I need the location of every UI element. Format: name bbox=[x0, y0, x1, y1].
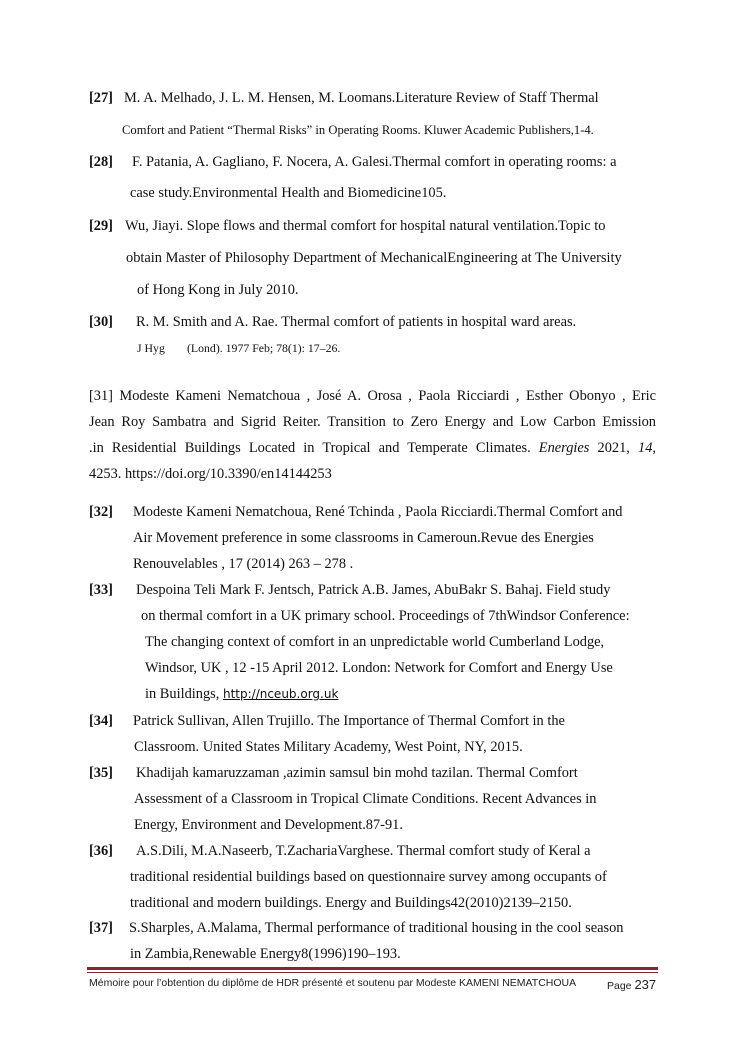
ref-29-line-2: obtain Master of Philosophy Department of MechanicalEngineering at The University bbox=[126, 250, 622, 266]
ref-34-line-2: Classroom. United States Military Academy, West Point, NY, 2015. bbox=[134, 739, 523, 755]
ref-33-line-2: on thermal comfort in a UK primary school. Proceedings of 7thWindsor Conference: bbox=[141, 608, 630, 624]
ref-31-journal: Energies bbox=[538, 440, 590, 456]
ref-31-line-3-text: .in Residential Buildings Located in Tropical and Temperate Climates. bbox=[89, 440, 539, 456]
ref-33-number: [33] bbox=[89, 582, 113, 598]
ref-33-line-4: Windsor, UK , 12 -15 April 2012. London: Network for Comfort and Energy Use bbox=[145, 660, 613, 676]
page-footer bbox=[89, 977, 657, 992]
ref-31-comma: , bbox=[652, 440, 656, 456]
page-label: Page bbox=[607, 980, 632, 992]
ref-36-line-2: traditional residential buildings based on questionnaire survey among occupants of bbox=[130, 869, 607, 885]
ref-37-line-1: S.Sharples, A.Malama, Thermal performance of traditional housing in the cool season bbox=[129, 920, 624, 936]
ref-32-line-3: Renouvelables , 17 (2014) 263 – 278 . bbox=[133, 556, 354, 572]
ref-33-url-link[interactable]: http://nceub.org.uk bbox=[222, 687, 339, 701]
ref-33-line-3: The changing context of comfort in an unpredictable world Cumberland Lodge, bbox=[145, 634, 605, 650]
ref-31-line-3 bbox=[89, 439, 656, 457]
ref-31-volume: 14 bbox=[638, 440, 653, 456]
ref-28-line-2: case study.Environmental Health and Biomedicine105. bbox=[130, 185, 447, 201]
ref-33-line-5-text: in Buildings, bbox=[145, 686, 223, 702]
ref-36-line-1: A.S.Dili, M.A.Naseerb, T.ZachariaVarghese. Thermal comfort study of Keral a bbox=[136, 843, 591, 859]
ref-33-line-1: Despoina Teli Mark F. Jentsch, Patrick A.B. James, AbuBakr S. Bahaj. Field study bbox=[136, 582, 611, 598]
footer-text: Mémoire pour l’obtention du diplôme de HDR présenté et soutenu par Modeste KAMENI NEMATCHOUA bbox=[89, 977, 577, 989]
ref-30-number: [30] bbox=[89, 314, 113, 330]
ref-36-number: [36] bbox=[89, 843, 113, 859]
ref-31-year: 2021, bbox=[589, 440, 638, 456]
ref-27-line-1: M. A. Melhado, J. L. M. Hensen, M. Loomans.Literature Review of Staff Thermal bbox=[124, 90, 599, 106]
ref-32-number: [32] bbox=[89, 504, 113, 520]
ref-29-number: [29] bbox=[89, 218, 113, 234]
footer-rule-thick bbox=[87, 967, 658, 970]
page-number-block bbox=[607, 977, 656, 992]
ref-32-line-1: Modeste Kameni Nematchoua, René Tchinda , Paola Ricciardi.Thermal Comfort and bbox=[133, 504, 623, 520]
ref-35-line-1: Khadijah kamaruzzaman ,azimin samsul bin mohd tazilan. Thermal Comfort bbox=[136, 765, 578, 781]
ref-35-line-3: Energy, Environment and Development.87-91. bbox=[134, 817, 403, 833]
ref-28-line-1: F. Patania, A. Gagliano, F. Nocera, A. Galesi.Thermal comfort in operating rooms: a bbox=[132, 154, 617, 170]
ref-30-journal: J Hyg bbox=[137, 341, 165, 355]
ref-31-line-4: 4253. https://doi.org/10.3390/en14144253 bbox=[89, 466, 332, 482]
ref-27-number: [27] bbox=[89, 90, 113, 106]
ref-33-line-5 bbox=[145, 685, 338, 703]
ref-35-number: [35] bbox=[89, 765, 113, 781]
ref-34-number: [34] bbox=[89, 713, 113, 729]
ref-29-line-1: Wu, Jiayi. Slope flows and thermal comfort for hospital natural ventilation.Topic to bbox=[125, 218, 606, 234]
ref-31-line-2: Jean Roy Sambatra and Sigrid Reiter. Transition to Zero Energy and Low Carbon Emission bbox=[89, 414, 656, 430]
ref-32-line-2: Air Movement preference in some classrooms in Cameroun.Revue des Energies bbox=[133, 530, 594, 546]
ref-34-line-1: Patrick Sullivan, Allen Trujillo. The Importance of Thermal Comfort in the bbox=[133, 713, 565, 729]
ref-29-line-3: of Hong Kong in July 2010. bbox=[137, 282, 299, 298]
ref-36-line-3: traditional and modern buildings. Energy and Buildings42(2010)2139–2150. bbox=[130, 895, 572, 911]
footer-rule-thin bbox=[87, 972, 658, 973]
ref-28-number: [28] bbox=[89, 154, 113, 170]
ref-30-line-2: (Lond). 1977 Feb; 78(1): 17–26. bbox=[187, 341, 341, 355]
ref-37-number: [37] bbox=[89, 920, 113, 936]
ref-27-line-2: Comfort and Patient “Thermal Risks” in Operating Rooms. Kluwer Academic Publishers,1-4. bbox=[122, 123, 594, 137]
page-number: 237 bbox=[634, 977, 657, 992]
ref-35-line-2: Assessment of a Classroom in Tropical Climate Conditions. Recent Advances in bbox=[134, 791, 597, 807]
ref-30-line-1: R. M. Smith and A. Rae. Thermal comfort of patients in hospital ward areas. bbox=[136, 314, 577, 330]
ref-37-line-2: in Zambia,Renewable Energy8(1996)190–193. bbox=[130, 946, 401, 962]
ref-31-line-1: [31] Modeste Kameni Nematchoua , José A. Orosa , Paola Ricciardi , Esther Obonyo , Eric bbox=[89, 388, 656, 404]
